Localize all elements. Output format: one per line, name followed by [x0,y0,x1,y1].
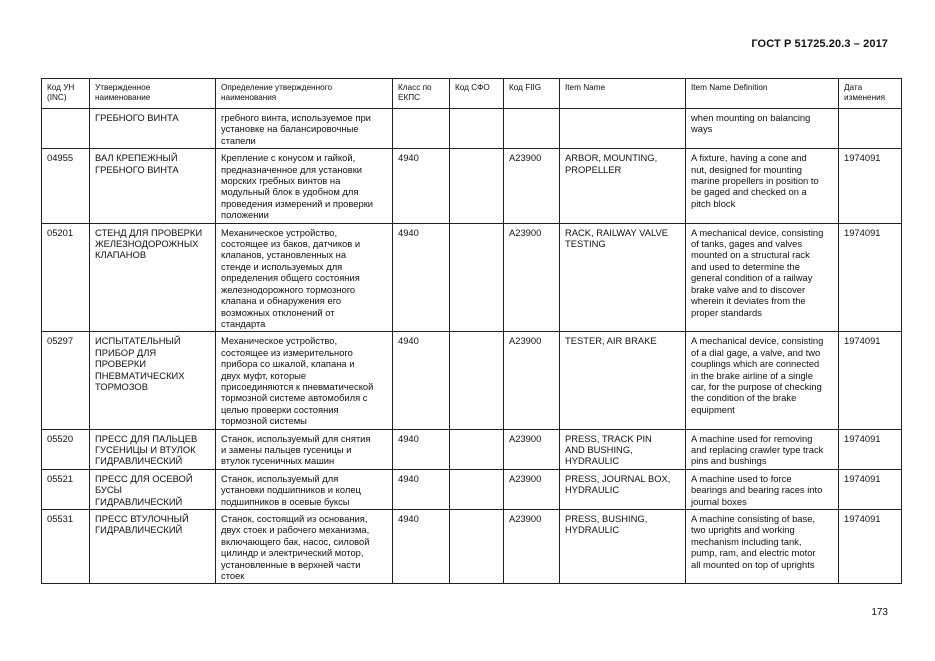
cell-date: 1974091 [839,223,902,332]
cell-sfo [450,429,504,469]
cell-date: 1974091 [839,332,902,429]
cell-sfo [450,469,504,509]
cell-sfo [450,332,504,429]
table-row [42,149,902,223]
table-row [42,223,902,332]
cell-inc: 05520 [42,429,90,469]
cell-approved-name: ГРЕБНОГО ВИНТА [90,109,216,149]
cell-class: 4940 [393,510,450,584]
cell-definition: Механическое устройство, состоящее из баков, датчиков и клапанов, установленных на стенде и используемых для определения общего состояния железнодорожного тормозного клапана и обнаружения его возможных отклонений от стандарта [216,223,393,332]
table-row [42,429,902,469]
cell-definition: Станок, состоящий из основания, двух стоек и рабочего механизма, включающего бак, насос, силовой цилиндр и электрический мотор, установленные в верхней части стоек [216,510,393,584]
cell-item-name [560,109,686,149]
cell-class: 4940 [393,469,450,509]
cell-item-name: PRESS, BUSHING, HYDRAULIC [560,510,686,584]
cell-sfo [450,149,504,223]
cell-item-definition: A machine used for removing and replacing crawler type track pins and bushings [686,429,839,469]
table-row [42,332,902,429]
cell-item-definition: A machine used to force bearings and bearing races into journal boxes [686,469,839,509]
cell-class: 4940 [393,429,450,469]
cell-approved-name: ИСПЫТАТЕЛЬНЫЙ ПРИБОР ДЛЯ ПРОВЕРКИ ПНЕВМАТИЧЕСКИХ ТОРМОЗОВ [90,332,216,429]
column-header-date: Дата изменения [839,79,902,109]
cell-fiig: A23900 [504,332,560,429]
cell-class [393,109,450,149]
column-header-sfo: Код СФО [450,79,504,109]
cell-date: 1974091 [839,469,902,509]
cell-approved-name: СТЕНД ДЛЯ ПРОВЕРКИ ЖЕЛЕЗНОДОРОЖНЫХ КЛАПАНОВ [90,223,216,332]
cell-inc: 05201 [42,223,90,332]
column-header-item-definition: Item Name Definition [686,79,839,109]
cell-item-definition: A machine consisting of base, two uprights and working mechanism including tank, pump, ram, and electric motor all mounted on top of uprights [686,510,839,584]
cell-fiig: A23900 [504,429,560,469]
cell-item-name: ARBOR, MOUNTING, PROPELLER [560,149,686,223]
cell-inc [42,109,90,149]
cell-approved-name: ПРЕСС ВТУЛОЧНЫЙ ГИДРАВЛИЧЕСКИЙ [90,510,216,584]
cell-item-name: RACK, RAILWAY VALVE TESTING [560,223,686,332]
cell-item-definition: when mounting on balancing ways [686,109,839,149]
table-row [42,109,902,149]
cell-class: 4940 [393,332,450,429]
cell-fiig: A23900 [504,149,560,223]
cell-date: 1974091 [839,429,902,469]
cell-inc: 05531 [42,510,90,584]
cell-date [839,109,902,149]
table-row [42,510,902,584]
column-header-item-name: Item Name [560,79,686,109]
column-header-class: Класс по ЕКПС [393,79,450,109]
cell-definition: Механическое устройство, состоящее из измерительного прибора со шкалой, клапана и двух муфт, которые присоединяются к пневматической тормозной системе автомобиля с целью проверки состояния тормозной системы [216,332,393,429]
column-header-inc: Код УН (INC) [42,79,90,109]
cell-inc: 04955 [42,149,90,223]
cell-sfo [450,510,504,584]
page-number: 173 [871,607,888,618]
cell-item-name: PRESS, TRACK PIN AND BUSHING, HYDRAULIC [560,429,686,469]
cell-approved-name: ВАЛ КРЕПЕЖНЫЙ ГРЕБНОГО ВИНТА [90,149,216,223]
cell-date: 1974091 [839,510,902,584]
cell-approved-name: ПРЕСС ДЛЯ ОСЕВОЙ БУСЫ ГИДРАВЛИЧЕСКИЙ [90,469,216,509]
cell-inc: 05521 [42,469,90,509]
cell-fiig: A23900 [504,223,560,332]
table-header-row [42,79,902,109]
cell-fiig: A23900 [504,510,560,584]
cell-fiig [504,109,560,149]
cell-definition: гребного винта, используемое при установке на балансировочные стапели [216,109,393,149]
cell-definition: Станок, используемый для установки подшипников и колец подшипников в осевые буксы [216,469,393,509]
column-header-definition: Определение утвержденного наименования [216,79,393,109]
cell-item-name: PRESS, JOURNAL BOX, HYDRAULIC [560,469,686,509]
cell-item-definition: A mechanical device, consisting of tanks, gages and valves mounted on a structural rack and used to determine the general condition of a railway brake valve and to discover wherein it deviates from the proper standards [686,223,839,332]
catalog-table [41,78,902,584]
cell-fiig: A23900 [504,469,560,509]
cell-inc: 05297 [42,332,90,429]
cell-sfo [450,223,504,332]
cell-class: 4940 [393,149,450,223]
table-row [42,469,902,509]
cell-sfo [450,109,504,149]
cell-class: 4940 [393,223,450,332]
document-title: ГОСТ Р 51725.20.3 – 2017 [751,38,888,50]
cell-item-definition: A fixture, having a cone and nut, designed for mounting marine propellers in position to be gaged and checked on a pitch block [686,149,839,223]
cell-item-definition: A mechanical device, consisting of a dial gage, a valve, and two couplings which are connected in the brake airline of a single car, for the purpose of checking the condition of the brake equipment [686,332,839,429]
cell-definition: Станок, используемый для снятия и замены пальцев гусеницы и втулок гусеничных машин [216,429,393,469]
cell-definition: Крепление с конусом и гайкой, предназначенное для установки морских гребных винтов на модульный блок в удобном для проведения измерений и проверки положении [216,149,393,223]
cell-approved-name: ПРЕСС ДЛЯ ПАЛЬЦЕВ ГУСЕНИЦЫ И ВТУЛОК ГИДРАВЛИЧЕСКИЙ [90,429,216,469]
cell-date: 1974091 [839,149,902,223]
cell-item-name: TESTER, AIR BRAKE [560,332,686,429]
column-header-approved-name: Утвержденное наименование [90,79,216,109]
column-header-fiig: Код FIIG [504,79,560,109]
